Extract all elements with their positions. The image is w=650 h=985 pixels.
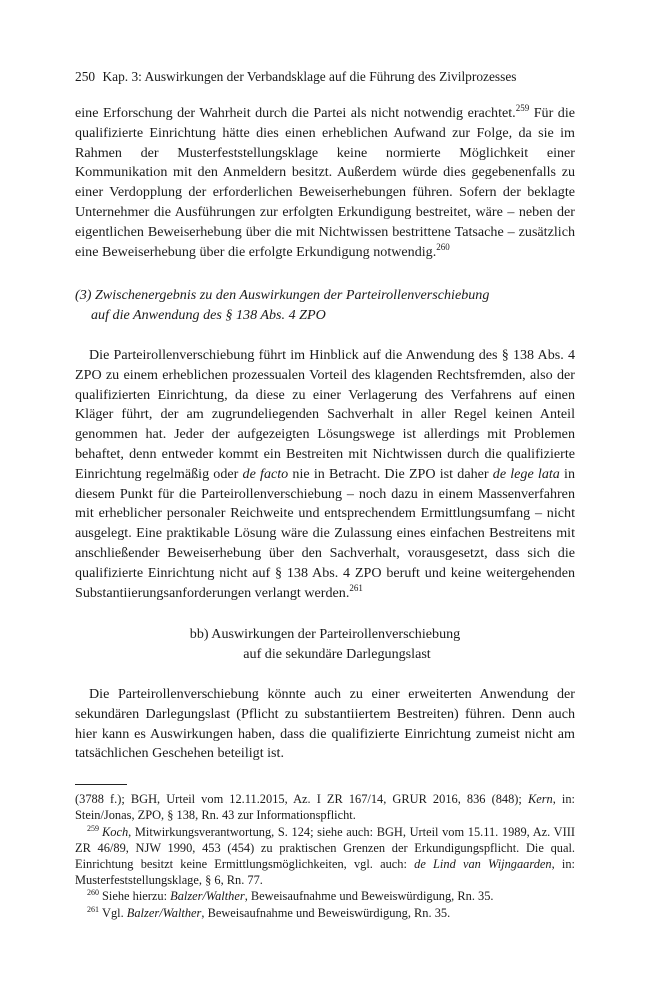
italic-term: de lege lata [492,465,560,482]
footnote-text: , Mitwirkungsverantwortung, S. 124; siehe auch: BGH, Urteil vom 15.11. 1989, Az. VIII ZR 46/89, NJW 1990, 453 (454) zu praktischen Grenzen der Erkundigungspflicht. Die qual. Einrichtung besitzt keine Ermittlungsmöglichkeiten, vgl. auch: [75,824,575,871]
footnote-text: , Beweisaufnahme und Beweiswürdigung, Rn. 35. [244,889,494,904]
footnote-number: 259 [87,823,99,833]
footnote-number: 260 [87,888,99,898]
footnote-ref-261[interactable]: 261 [349,582,363,593]
subheading-line-2: auf die Anwendung des § 138 Abs. 4 ZPO [91,307,326,324]
section-heading-line-1: bb) Auswirkungen der Parteirollenverschiebung [189,626,461,643]
author-name: Kern [527,792,553,807]
paragraph-text: eine Erforschung der Wahrheit durch die Partei als nicht notwendig erachtet. [75,105,516,121]
footnote-text: Siehe hierzu: [102,889,171,904]
subheading [75,286,575,326]
author-name: Balzer/Walther [170,889,245,904]
footnote-separator [75,784,127,785]
section-heading-line-2: auf die sekundäre Darlegungslast [243,646,431,663]
author-name: Balzer/Walther [126,905,202,920]
paragraph-text: in diesem Punkt für die Parteirollenverschiebung – noch dazu in einem Massenverfahren mit erheblicher personaler Reichweite und entsprechendem Ermittlungsumfang – nicht ausgelegt. Eine praktikable Lösung wäre die Zulassung eines einfachen Bestreitens mit anschließender Beweiserhebung über den Sachverhalt, vorausgesetzt, dass sich die qualifizierte Einrichtung nicht auf § 138 Abs. 4 ZPO beruft und keine weitergehenden Substantiierungsanforderungen verlangt werden. [75,465,575,601]
running-title: Kap. 3: Auswirkungen der Verbandsklage auf die Führung des Zivilprozesses [102,69,517,84]
paragraph-secondary-burden: Die Parteirollenverschiebung könnte auch zu einer erweiterten Anwendung der sekundären Darlegungslast (Pflicht zu substantiiertem Bestreiten) führen. Denn auch hier kann es Auswirkungen haben, dass die qualifizierte Einrichtung zumeist nicht am tatsächlichen Geschehen beteiligt ist. [75,685,575,762]
running-header [75,68,575,86]
author-name: Koch [102,824,129,839]
paragraph-text: nie in Betracht. Die ZPO ist daher [288,465,493,482]
paragraph-continued [75,104,575,262]
paragraph-text: Die Parteirollenverschiebung führt im Hinblick auf die Anwendung des § 138 Abs. 4 ZPO zu einem erheblichen prozessualen Vorteil des klagenden Rechtsfremden, also der qualifizierten Einrichtung, da diese zu einer Verlagerung des Verfahrens auf einen Kläger führt, der am zugrundeliegenden Sachverhalt in aller Regel keinen Anteil genommen hat. Jeder der aufgezeigten Lösungswege ist allerdings mit Problemen behaftet, denn entweder kommt ein Bestreiten mit Nichtwissen durch die qualifizierte Einrichtung regelmäßig oder [75,346,575,482]
footnote-text: , in: Stein/Jonas, ZPO, § 138, Rn. 43 zur Informationspflicht. [75,792,575,823]
paragraph-text: Für die qualifizierte Einrichtung hätte dies einen erheblichen Aufwand zur Folge, da sie im Rahmen der Musterfeststellungsklage keine normierte Möglichkeit einer Kommunikation mit den Anmeldern besitzt. Außerdem würde dies gegebenenfalls zu einer Verdopplung der erforderlichen Beweiserhebungen führen. Sofern der beklagte Unternehmer die Ausführungen zur erfolgten Erkundigung bestreitet, wäre – neben der eigentlichen Beweiserhebung über die mit Nichtwissen bestrittene Tatsache – zusätzlich eine Beweiserhebung über die erfolgte Erkundigung notwendig. [75,105,575,260]
footnote-text: , in: Musterfeststellungsklage, § 6, Rn. 77. [75,856,575,888]
footnote-ref-260[interactable]: 260 [436,241,450,252]
author-name: de Lind van Wijngaarden [414,856,552,871]
footnote-259 [75,824,575,889]
page-number: 250 [75,69,96,84]
footnote-text: (3788 f.); BGH, Urteil vom 12.11.2015, Az. I ZR 167/14, GRUR 2016, 836 (848); [75,792,528,807]
footnote-260 [75,888,575,904]
paragraph-interim-result [75,346,575,603]
footnote-261 [75,905,575,921]
book-page [75,68,575,921]
footnote-number: 261 [87,904,99,914]
footnote-ref-259[interactable]: 259 [515,103,530,113]
section-heading [75,625,575,665]
footnote-text: , Beweisaufnahme und Beweiswürdigung, Rn. 35. [201,905,451,920]
footnote-continued [75,791,575,823]
subheading-line-1: (3) Zwischenergebnis zu den Auswirkungen der Parteirollenverschiebung [75,287,490,304]
footnote-text: Vgl. [102,905,127,920]
italic-term: de facto [242,465,289,482]
